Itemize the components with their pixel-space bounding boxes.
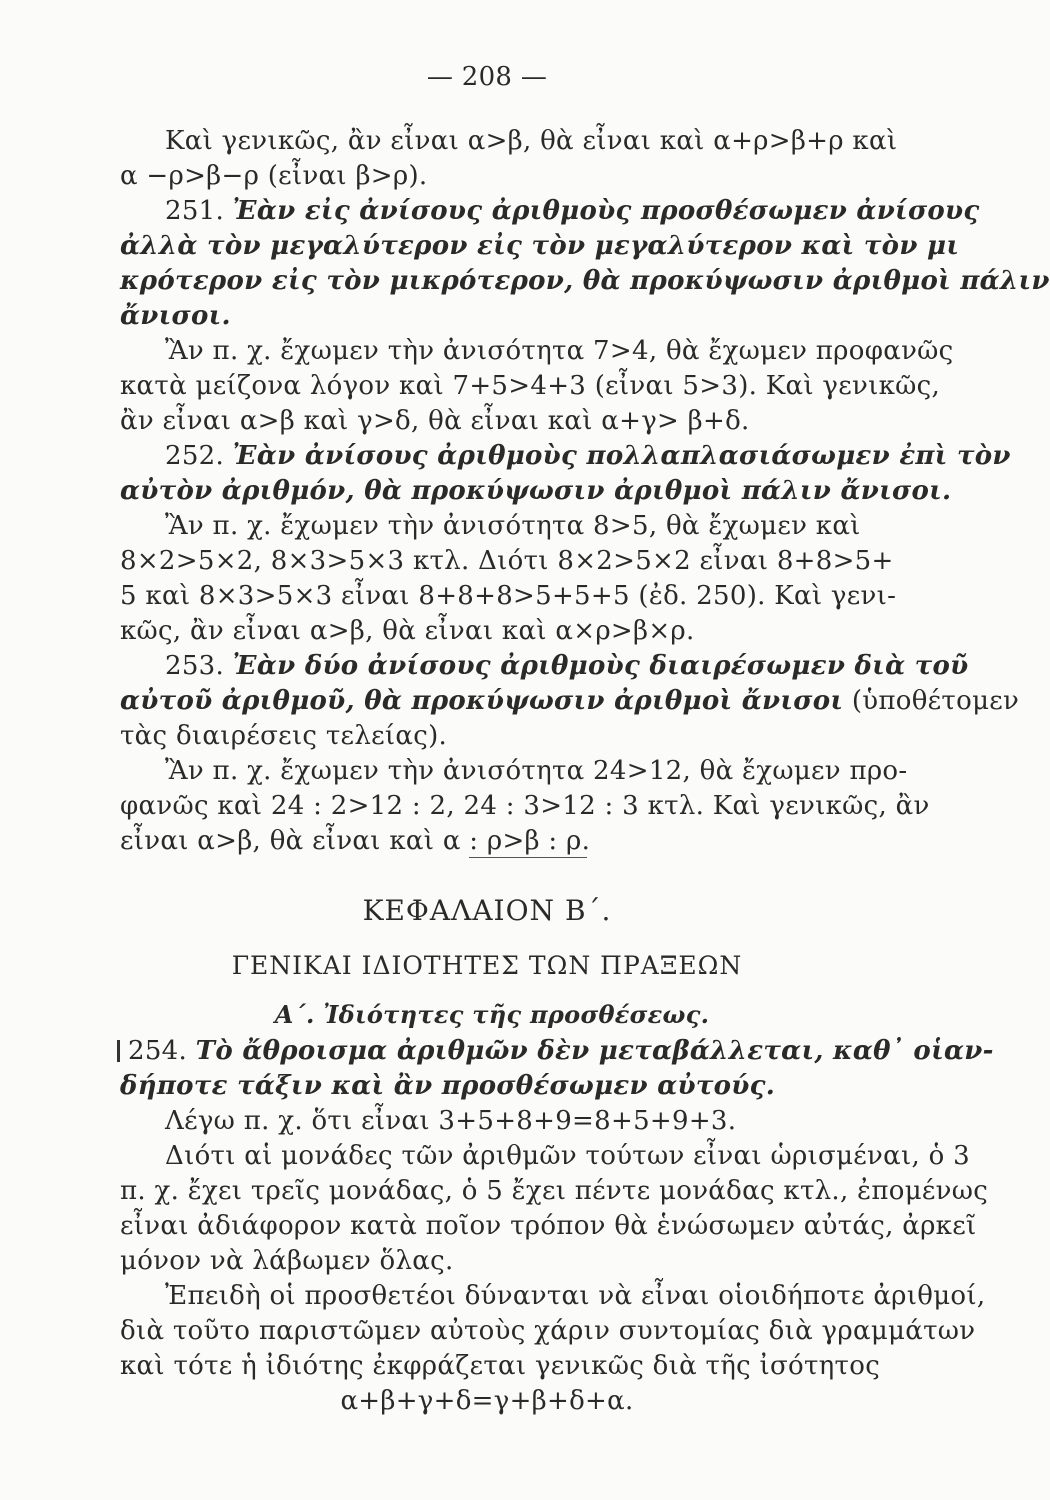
paragraph-line: εἶναι ἀδιάφορον κατὰ ποῖον τρόπον θὰ ἑνώσωμεν αὐτάς, ἀρκεῖ [120, 1211, 977, 1241]
paragraph-line: Διότι αἱ μονάδες τῶν ἀριθμῶν τούτων εἶναι ὡρισμέναι, ὁ 3 [165, 1141, 970, 1171]
theorem-note: τὰς διαιρέσεις τελείας). [120, 721, 448, 751]
theorem-text: δήποτε τάξιν καὶ ἂν προσθέσωμεν αὐτούς. [120, 1071, 776, 1101]
section-number: 252. [165, 441, 225, 471]
theorem-text: αὐτὸν ἀριθμόν, θὰ προκύψωσιν ἀριθμοὶ πάλιν ἄνισοι. [120, 476, 952, 506]
section-number: 253. [165, 651, 225, 681]
chapter-title: ΚΕΦΑΛΑΙΟΝ Β΄. [362, 894, 612, 927]
section-251-heading [165, 196, 980, 226]
section-252-heading [165, 441, 1011, 471]
page-number: — 208 — [426, 62, 548, 92]
theorem-text: Ἐὰν ἀνίσους ἀριθμοὺς πολλαπλασιάσωμεν ἐπὶ τὸν [232, 441, 1011, 471]
paragraph-line: π. χ. ἔχει τρεῖς μονάδας, ὁ 5 ἔχει πέντε μονάδας κτλ., ἐπομένως [120, 1176, 989, 1206]
paragraph-line: 5 καὶ 8×3>5×3 εἶναι 8+8+8>5+5+5 (ἐδ. 250). Καὶ γενι- [120, 581, 897, 611]
paragraph-line: εἶναι α>β, θὰ εἶναι καὶ α : ρ>β : ρ. [120, 826, 591, 856]
paragraph-line: Ἂν π. χ. ἔχωμεν τὴν ἀνισότητα 24>12, θὰ ἔχωμεν προ- [165, 756, 908, 786]
section-number: 254. [128, 1036, 188, 1066]
paragraph-line: 8×2>5×2, 8×3>5×3 κτλ. Διότι 8×2>5×2 εἶναι 8+8>5+ [120, 546, 894, 576]
section-254-heading [128, 1036, 994, 1066]
paragraph-line: α −ρ>β−ρ (εἶναι β>ρ). [120, 161, 428, 191]
paragraph-line: Ἂν π. χ. ἔχωμεν τὴν ἀνισότητα 7>4, θὰ ἔχωμεν προφανῶς [165, 336, 954, 366]
paragraph-line: φανῶς καὶ 24 : 2>12 : 2, 24 : 3>12 : 3 κτλ. Καὶ γενικῶς, ἂν [120, 791, 930, 821]
paragraph-line: κατὰ μείζονα λόγον καὶ 7+5>4+3 (εἶναι 5>3). Καὶ γενικῶς, [120, 371, 941, 401]
section-253-heading [165, 651, 969, 681]
paragraph-line: Καὶ γενικῶς, ἂν εἶναι α>β, θὰ εἶναι καὶ α+ρ>β+ρ καὶ [165, 126, 898, 156]
theorem-text: κρότερον εἰς τὸν μικρότερον, θὰ προκύψωσιν ἀριθμοὶ πάλιν [120, 266, 1050, 296]
paragraph-line: καὶ τότε ἡ ἰδιότης ἐκφράζεται γενικῶς διὰ τῆς ἰσότητος [120, 1351, 881, 1381]
chapter-subtitle: ΓΕΝΙΚΑΙ ΙΔΙΟΤΗΤΕΣ ΤΩΝ ΠΡΑΞΕΩΝ [231, 951, 743, 980]
theorem-text: Ἐὰν δύο ἀνίσους ἀριθμοὺς διαιρέσωμεν διὰ τοῦ [232, 651, 969, 681]
theorem-text: αὐτοῦ ἀριθμοῦ, θὰ προκύψωσιν ἀριθμοὶ ἄνισοι [120, 686, 844, 716]
theorem-text: Τὸ ἄθροισμα ἀριθμῶν δὲν μεταβάλλεται, καθ᾽ οἱαν- [195, 1036, 994, 1066]
separator-rule [469, 857, 587, 858]
margin-mark [117, 1040, 120, 1062]
theorem-text: ἀλλὰ τὸν μεγαλύτερον εἰς τὸν μεγαλύτερον καὶ τὸν μι [120, 231, 960, 261]
theorem-text: Ἐὰν εἰς ἀνίσους ἀριθμοὺς προσθέσωμεν ἀνίσους [232, 196, 980, 226]
formula: α+β+γ+δ=γ+β+δ+α. [340, 1386, 634, 1416]
paragraph-line: ἂν εἶναι α>β καὶ γ>δ, θὰ εἶναι καὶ α+γ> β+δ. [120, 406, 750, 436]
section-number: 251. [165, 196, 225, 226]
paragraph-line: Ἐπειδὴ οἱ προσθετέοι δύνανται νὰ εἶναι οἱοιδήποτε ἀριθμοί, [165, 1281, 986, 1311]
paragraph-line: μόνον νὰ λάβωμεν ὅλας. [120, 1246, 454, 1276]
paragraph-line: Ἂν π. χ. ἔχωμεν τὴν ἀνισότητα 8>5, θὰ ἔχωμεν καὶ [165, 511, 861, 541]
paragraph-line: κῶς, ἂν εἶναι α>β, θὰ εἶναι καὶ α×ρ>β×ρ. [120, 616, 695, 646]
theorem-note: (ὑποθέτομεν [851, 686, 1020, 716]
paragraph-line: διὰ τοῦτο παριστῶμεν αὐτοὺς χάριν συντομίας διὰ γραμμάτων [120, 1316, 976, 1346]
theorem-line [120, 686, 1020, 716]
paragraph-line: Λέγω π. χ. ὅτι εἶναι 3+5+8+9=8+5+9+3. [165, 1106, 737, 1136]
section-heading: Α΄. Ἰδιότητες τῆς προσθέσεως. [274, 1000, 710, 1029]
theorem-text: ἄνισοι. [120, 301, 231, 331]
